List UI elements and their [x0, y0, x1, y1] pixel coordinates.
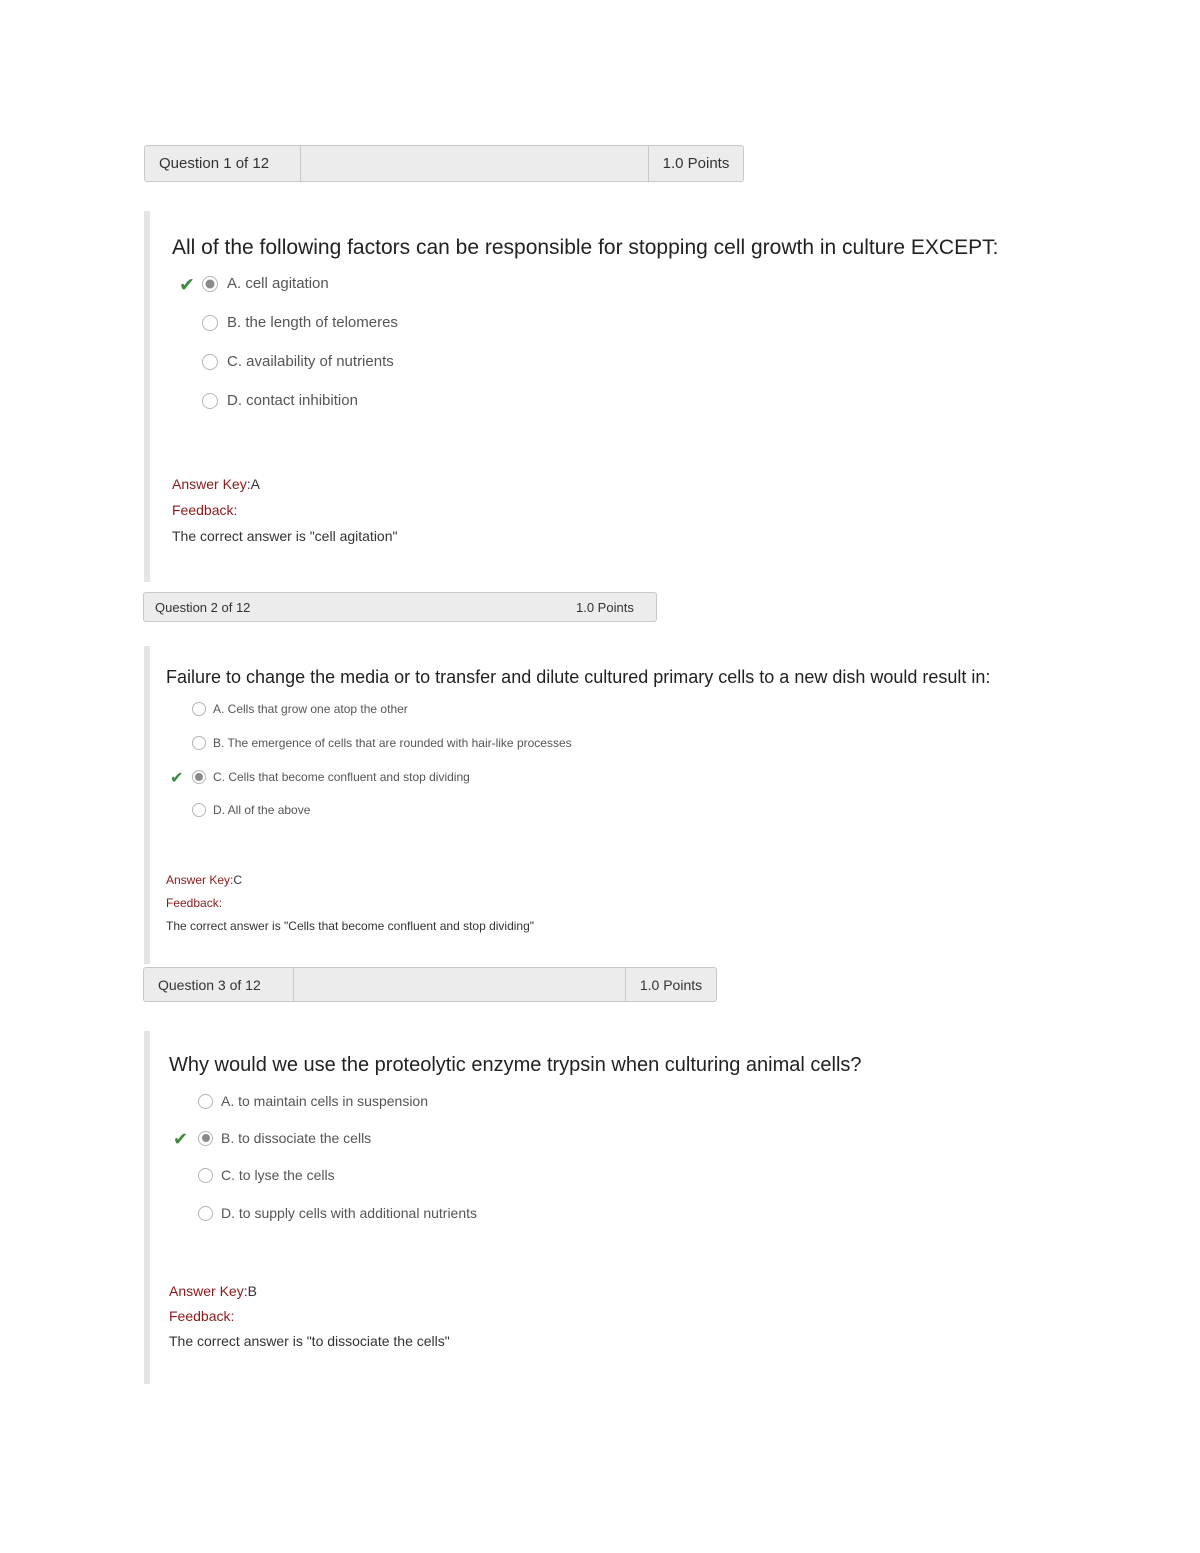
- question-prompt: Why would we use the proteolytic enzyme trypsin when culturing animal cells?: [169, 1054, 862, 1076]
- radio-icon[interactable]: [198, 1131, 213, 1146]
- header-spacer: [301, 146, 648, 181]
- option-label: C. Cells that become confluent and stop dividing: [213, 770, 470, 784]
- header-spacer: [294, 968, 625, 1001]
- radio-icon[interactable]: [192, 770, 206, 784]
- question-number: Question 3 of 12: [144, 968, 294, 1001]
- radio-icon[interactable]: [192, 736, 206, 750]
- answer-option-b[interactable]: [192, 736, 572, 750]
- answer-key-value: B: [247, 1283, 257, 1299]
- answer-option-a[interactable]: [198, 1093, 428, 1109]
- feedback-label: Feedback:: [172, 502, 238, 518]
- check-icon: ✔: [179, 275, 195, 296]
- radio-icon[interactable]: [202, 276, 218, 292]
- option-label: A. to maintain cells in suspension: [221, 1093, 428, 1109]
- answer-option-a[interactable]: [202, 275, 329, 292]
- option-label: C. to lyse the cells: [221, 1167, 335, 1183]
- feedback-text: The correct answer is "cell agitation": [172, 528, 398, 544]
- answer-option-a[interactable]: [192, 702, 408, 716]
- question-2-header: [143, 592, 657, 622]
- answer-option-d[interactable]: [192, 803, 310, 817]
- question-points: 1.0 Points: [576, 599, 634, 615]
- question-2-body: [144, 646, 991, 964]
- radio-icon[interactable]: [202, 393, 218, 409]
- answer-option-c[interactable]: [198, 1167, 335, 1183]
- answer-key-value: C: [233, 873, 243, 887]
- answer-option-b[interactable]: [202, 314, 398, 331]
- option-label: A. cell agitation: [227, 275, 329, 292]
- radio-icon[interactable]: [198, 1094, 213, 1109]
- question-prompt: All of the following factors can be responsible for stopping cell growth in culture EXCEPT:: [172, 236, 999, 259]
- feedback-text: The correct answer is "to dissociate the cells": [169, 1333, 450, 1349]
- answer-key: [169, 1283, 257, 1299]
- option-label: A. Cells that grow one atop the other: [213, 702, 408, 716]
- question-points: 1.0 Points: [648, 146, 743, 181]
- radio-icon[interactable]: [192, 702, 206, 716]
- answer-option-c[interactable]: [192, 770, 470, 784]
- question-1-body: [144, 211, 999, 582]
- option-label: B. the length of telomeres: [227, 314, 398, 331]
- answer-key-label: Answer Key:: [169, 1283, 248, 1299]
- question-number: Question 1 of 12: [145, 146, 301, 181]
- question-prompt: Failure to change the media or to transfer and dilute cultured primary cells to a new dish would result in:: [166, 667, 991, 687]
- check-icon: ✔: [170, 770, 184, 787]
- answer-option-d[interactable]: [202, 392, 358, 409]
- option-label: D. contact inhibition: [227, 392, 358, 409]
- answer-key-label: Answer Key:: [172, 476, 251, 492]
- feedback-text: The correct answer is "Cells that become confluent and stop dividing": [166, 919, 535, 933]
- check-icon: ✔: [173, 1129, 189, 1149]
- option-label: D. All of the above: [213, 803, 311, 817]
- radio-icon[interactable]: [202, 315, 218, 331]
- radio-icon[interactable]: [202, 354, 218, 370]
- answer-key-value: A: [250, 476, 260, 492]
- feedback-label: Feedback:: [166, 896, 223, 910]
- answer-option-d[interactable]: [198, 1205, 477, 1221]
- answer-key: [166, 873, 242, 887]
- question-3-header: [143, 967, 717, 1002]
- answer-option-b[interactable]: [198, 1130, 371, 1146]
- radio-icon[interactable]: [198, 1168, 213, 1183]
- question-points: 1.0 Points: [625, 968, 716, 1001]
- header-spacer: [280, 593, 576, 621]
- answer-key-label: Answer Key:: [166, 873, 234, 887]
- question-number: Question 2 of 12: [155, 599, 251, 615]
- radio-icon[interactable]: [192, 803, 206, 817]
- option-label: C. availability of nutrients: [227, 353, 394, 370]
- question-1-header: [144, 145, 744, 182]
- option-label: B. to dissociate the cells: [221, 1130, 372, 1146]
- feedback-label: Feedback:: [169, 1308, 235, 1324]
- radio-icon[interactable]: [198, 1206, 213, 1221]
- option-label: B. The emergence of cells that are rounded with hair-like processes: [213, 736, 572, 750]
- answer-key: [172, 476, 260, 492]
- option-label: D. to supply cells with additional nutrients: [221, 1205, 478, 1221]
- question-3-body: [144, 1031, 924, 1384]
- answer-option-c[interactable]: [202, 353, 394, 370]
